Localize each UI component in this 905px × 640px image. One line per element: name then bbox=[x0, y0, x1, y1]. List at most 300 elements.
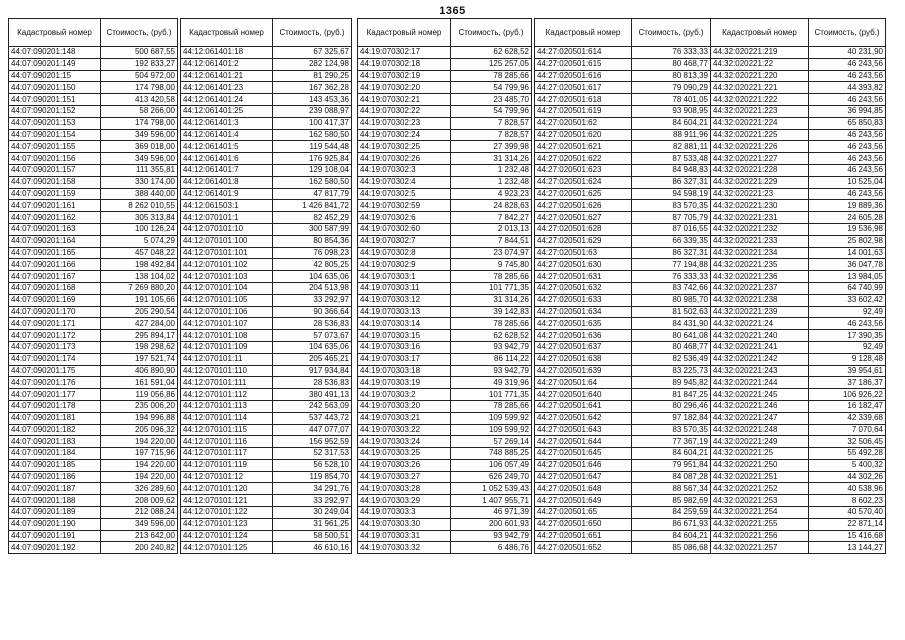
table-row bbox=[711, 94, 886, 106]
table-row bbox=[9, 377, 178, 389]
cadastral-table-1 bbox=[8, 18, 178, 554]
cadastral-number-cell: 44:19:070302:17 bbox=[358, 47, 451, 59]
table-row bbox=[358, 459, 532, 471]
cadastral-number-cell: 44:07:090201:175 bbox=[9, 365, 101, 377]
table-row bbox=[181, 483, 352, 495]
cost-cell: 31 314,26 bbox=[451, 294, 532, 306]
cadastral-number-cell: 44:32:020221:232 bbox=[711, 223, 809, 235]
cost-cell: 57 073,67 bbox=[273, 330, 352, 342]
cadastral-number-cell: 44:12:061401:7 bbox=[181, 164, 273, 176]
table-row bbox=[711, 247, 886, 259]
cost-cell: 39 954,61 bbox=[809, 365, 886, 377]
cost-cell: 85 086,68 bbox=[632, 542, 711, 554]
cadastral-number-cell: 44:12:070101:109 bbox=[181, 341, 273, 353]
table-row bbox=[9, 82, 178, 94]
table-row bbox=[358, 424, 532, 436]
cost-cell: 40 231,90 bbox=[809, 47, 886, 59]
cost-cell: 119 854,70 bbox=[273, 471, 352, 483]
cadastral-number-cell: 44:07:090201:153 bbox=[9, 117, 101, 129]
cadastral-number-cell: 44:32:020221:24 bbox=[711, 318, 809, 330]
cost-cell: 65 850,83 bbox=[809, 117, 886, 129]
cadastral-number-cell: 44:07:090201:165 bbox=[9, 247, 101, 259]
table-row bbox=[711, 200, 886, 212]
cost-cell: 194 220,00 bbox=[101, 436, 178, 448]
cost-cell: 191 105,66 bbox=[101, 294, 178, 306]
table-row bbox=[9, 389, 178, 401]
cost-cell: 46 243,56 bbox=[809, 58, 886, 70]
cost-cell: 239 088,97 bbox=[273, 105, 352, 117]
table-row bbox=[711, 459, 886, 471]
table-row bbox=[535, 518, 711, 530]
table-row bbox=[358, 247, 532, 259]
cost-cell: 76 333,33 bbox=[632, 47, 711, 59]
cadastral-number-cell: 44:27:020501:631 bbox=[535, 271, 632, 283]
cost-cell: 80 854,36 bbox=[273, 235, 352, 247]
cost-cell: 62 628,52 bbox=[451, 330, 532, 342]
cadastral-number-cell: 44:27:020501:625 bbox=[535, 188, 632, 200]
cost-cell: 109 599,92 bbox=[451, 424, 532, 436]
cadastral-table-4 bbox=[534, 18, 711, 554]
cost-cell: 46 243,56 bbox=[809, 188, 886, 200]
cost-cell: 84 259,59 bbox=[632, 507, 711, 519]
table-row bbox=[181, 223, 352, 235]
table-row bbox=[535, 70, 711, 82]
cost-cell: 14 001,63 bbox=[809, 247, 886, 259]
cadastral-number-cell: 44:32:020221:228 bbox=[711, 164, 809, 176]
table-row bbox=[358, 294, 532, 306]
cadastral-number-cell: 44:32:020221:255 bbox=[711, 518, 809, 530]
cost-cell: 84 604,21 bbox=[632, 530, 711, 542]
cadastral-number-cell: 44:27:020501:614 bbox=[535, 47, 632, 59]
cost-cell: 30 249,04 bbox=[273, 507, 352, 519]
cadastral-number-cell: 44:32:020221:231 bbox=[711, 212, 809, 224]
table-row bbox=[358, 47, 532, 59]
cadastral-number-cell: 44:32:020221:227 bbox=[711, 153, 809, 165]
cadastral-number-cell: 44:27:020501:647 bbox=[535, 471, 632, 483]
cost-cell: 16 182,47 bbox=[809, 400, 886, 412]
cadastral-number-cell: 44:32:020221:249 bbox=[711, 436, 809, 448]
cadastral-number-cell: 44:32:020221:221 bbox=[711, 82, 809, 94]
cost-cell: 213 642,00 bbox=[101, 530, 178, 542]
header-cost: Стоимость, (руб.) bbox=[451, 19, 532, 47]
cadastral-number-cell: 44:19:070303:31 bbox=[358, 530, 451, 542]
table-row bbox=[358, 141, 532, 153]
cost-cell: 87 016,55 bbox=[632, 223, 711, 235]
cost-cell: 81 502,63 bbox=[632, 306, 711, 318]
cost-cell: 100 126,24 bbox=[101, 223, 178, 235]
cadastral-number-cell: 44:19:070302:21 bbox=[358, 94, 451, 106]
cost-cell: 92,49 bbox=[809, 341, 886, 353]
cadastral-number-cell: 44:07:090201:171 bbox=[9, 318, 101, 330]
cadastral-number-cell: 44:27:020501:62 bbox=[535, 117, 632, 129]
cost-cell: 88 911,96 bbox=[632, 129, 711, 141]
table-row bbox=[358, 400, 532, 412]
cost-cell: 90 366,64 bbox=[273, 306, 352, 318]
cadastral-number-cell: 44:12:070101:123 bbox=[181, 518, 273, 530]
table-row bbox=[9, 412, 178, 424]
cost-cell: 40 538,96 bbox=[809, 483, 886, 495]
table-row bbox=[181, 282, 352, 294]
table-row bbox=[535, 105, 711, 117]
table-row bbox=[535, 141, 711, 153]
cost-cell: 138 104,02 bbox=[101, 271, 178, 283]
cadastral-number-cell: 44:19:070302:9 bbox=[358, 259, 451, 271]
table-row bbox=[711, 365, 886, 377]
cadastral-number-cell: 44:19:070302:3 bbox=[358, 164, 451, 176]
table-row bbox=[711, 105, 886, 117]
table-row bbox=[535, 47, 711, 59]
table-row bbox=[181, 377, 352, 389]
cadastral-number-cell: 44:12:070101:103 bbox=[181, 271, 273, 283]
cost-cell: 200 240,82 bbox=[101, 542, 178, 554]
cadastral-number-cell: 44:07:090201:186 bbox=[9, 471, 101, 483]
cadastral-number-cell: 44:07:090201:158 bbox=[9, 176, 101, 188]
table-row bbox=[358, 389, 532, 401]
table-row bbox=[181, 341, 352, 353]
cadastral-number-cell: 44:12:070101:110 bbox=[181, 365, 273, 377]
cadastral-number-cell: 44:19:070302:19 bbox=[358, 70, 451, 82]
cost-cell: 46 971,39 bbox=[451, 507, 532, 519]
cadastral-number-cell: 44:12:061401:25 bbox=[181, 105, 273, 117]
cadastral-number-cell: 44:19:070303:32 bbox=[358, 542, 451, 554]
cost-cell: 194 220,00 bbox=[101, 459, 178, 471]
cost-cell: 10 525,04 bbox=[809, 176, 886, 188]
cost-cell: 101 771,35 bbox=[451, 282, 532, 294]
table-row bbox=[181, 400, 352, 412]
cadastral-number-cell: 44:19:070303:27 bbox=[358, 471, 451, 483]
cadastral-number-cell: 44:07:090201:168 bbox=[9, 282, 101, 294]
header-cadastral-number: Кадастровый номер bbox=[9, 19, 101, 47]
cadastral-number-cell: 44:12:070101:112 bbox=[181, 389, 273, 401]
table-row bbox=[535, 235, 711, 247]
cost-cell: 81 290,25 bbox=[273, 70, 352, 82]
table-row bbox=[358, 94, 532, 106]
table-row bbox=[9, 282, 178, 294]
cost-cell: 83 742,66 bbox=[632, 282, 711, 294]
table-row bbox=[181, 153, 352, 165]
cadastral-number-cell: 44:27:020501:64 bbox=[535, 377, 632, 389]
table-row bbox=[711, 471, 886, 483]
cadastral-number-cell: 44:12:070101:119 bbox=[181, 459, 273, 471]
cadastral-number-cell: 44:12:070101:116 bbox=[181, 436, 273, 448]
cadastral-number-cell: 44:12:070101:11 bbox=[181, 353, 273, 365]
table-row bbox=[535, 365, 711, 377]
cost-cell: 7 070,64 bbox=[809, 424, 886, 436]
cadastral-number-cell: 44:19:070303:17 bbox=[358, 353, 451, 365]
cadastral-number-cell: 44:07:090201:192 bbox=[9, 542, 101, 554]
table-row bbox=[181, 330, 352, 342]
table-row bbox=[9, 141, 178, 153]
cadastral-number-cell: 44:32:020221:242 bbox=[711, 353, 809, 365]
cost-cell: 81 847,25 bbox=[632, 389, 711, 401]
cadastral-number-cell: 44:27:020501:637 bbox=[535, 341, 632, 353]
cadastral-number-cell: 44:19:070303:30 bbox=[358, 518, 451, 530]
cadastral-number-cell: 44:07:090201:152 bbox=[9, 105, 101, 117]
cost-cell: 500 687,55 bbox=[101, 47, 178, 59]
cadastral-number-cell: 44:32:020221:246 bbox=[711, 400, 809, 412]
table-row bbox=[711, 70, 886, 82]
cost-cell: 94 598,19 bbox=[632, 188, 711, 200]
cadastral-number-cell: 44:07:090201:191 bbox=[9, 530, 101, 542]
cost-cell: 31 314,26 bbox=[451, 153, 532, 165]
table-row bbox=[358, 129, 532, 141]
cost-cell: 56 528,10 bbox=[273, 459, 352, 471]
cost-cell: 93 942,79 bbox=[451, 530, 532, 542]
cadastral-number-cell: 44:12:070101:12 bbox=[181, 471, 273, 483]
cost-cell: 86 671,93 bbox=[632, 518, 711, 530]
cost-cell: 197 715,96 bbox=[101, 448, 178, 460]
cost-cell: 88 567,34 bbox=[632, 483, 711, 495]
cost-cell: 44 302,26 bbox=[809, 471, 886, 483]
cost-cell: 104 635,06 bbox=[273, 271, 352, 283]
table-row bbox=[181, 247, 352, 259]
cadastral-number-cell: 44:19:070302:60 bbox=[358, 223, 451, 235]
cost-cell: 537 443,72 bbox=[273, 412, 352, 424]
table-row bbox=[535, 117, 711, 129]
table-row bbox=[181, 259, 352, 271]
table-row bbox=[711, 129, 886, 141]
cadastral-number-cell: 44:19:070303:20 bbox=[358, 400, 451, 412]
cost-cell: 76 333,33 bbox=[632, 271, 711, 283]
cadastral-number-cell: 44:27:020501:620 bbox=[535, 129, 632, 141]
cost-cell: 330 174,00 bbox=[101, 176, 178, 188]
cadastral-table-2 bbox=[180, 18, 352, 554]
table-row bbox=[535, 129, 711, 141]
cadastral-number-cell: 44:19:070303:18 bbox=[358, 365, 451, 377]
table-row bbox=[535, 507, 711, 519]
cadastral-number-cell: 44:27:020501:646 bbox=[535, 459, 632, 471]
cadastral-number-cell: 44:19:070303:22 bbox=[358, 424, 451, 436]
table-row bbox=[181, 471, 352, 483]
table-row bbox=[9, 271, 178, 283]
cadastral-number-cell: 44:27:020501:640 bbox=[535, 389, 632, 401]
cost-cell: 42 805,25 bbox=[273, 259, 352, 271]
cost-cell: 78 401,05 bbox=[632, 94, 711, 106]
cadastral-number-cell: 44:07:090201:181 bbox=[9, 412, 101, 424]
cadastral-number-cell: 44:12:061401:3 bbox=[181, 117, 273, 129]
cadastral-number-cell: 44:07:090201:159 bbox=[9, 188, 101, 200]
cost-cell: 86 327,31 bbox=[632, 247, 711, 259]
cost-cell: 23 074,97 bbox=[451, 247, 532, 259]
cadastral-number-cell: 44:12:070101:106 bbox=[181, 306, 273, 318]
cost-cell: 36 047,78 bbox=[809, 259, 886, 271]
cadastral-number-cell: 44:12:061401:23 bbox=[181, 82, 273, 94]
cost-cell: 8 262 010,55 bbox=[101, 200, 178, 212]
cadastral-number-cell: 44:12:070101:101 bbox=[181, 247, 273, 259]
table-row bbox=[9, 188, 178, 200]
table-row bbox=[711, 188, 886, 200]
cost-cell: 83 570,35 bbox=[632, 424, 711, 436]
cadastral-number-cell: 44:27:020501:639 bbox=[535, 365, 632, 377]
cadastral-number-cell: 44:32:020221:219 bbox=[711, 47, 809, 59]
cadastral-number-cell: 44:12:070101:10 bbox=[181, 223, 273, 235]
cost-cell: 42 339,68 bbox=[809, 412, 886, 424]
cadastral-number-cell: 44:32:020221:247 bbox=[711, 412, 809, 424]
table-row bbox=[535, 58, 711, 70]
cadastral-number-cell: 44:27:020501:617 bbox=[535, 82, 632, 94]
cost-cell: 83 225,73 bbox=[632, 365, 711, 377]
table-row bbox=[535, 353, 711, 365]
cost-cell: 86 327,31 bbox=[632, 176, 711, 188]
table-row bbox=[9, 58, 178, 70]
cadastral-number-cell: 44:12:061401:2 bbox=[181, 58, 273, 70]
table-row bbox=[535, 424, 711, 436]
table-row bbox=[711, 141, 886, 153]
cadastral-number-cell: 44:32:020221:256 bbox=[711, 530, 809, 542]
cost-cell: 54 799,96 bbox=[451, 82, 532, 94]
table-header-row bbox=[535, 19, 711, 47]
table-row bbox=[358, 330, 532, 342]
cadastral-number-cell: 44:19:070302:25 bbox=[358, 141, 451, 153]
cost-cell: 46 243,56 bbox=[809, 153, 886, 165]
cadastral-number-cell: 44:07:090201:150 bbox=[9, 82, 101, 94]
table-row bbox=[711, 318, 886, 330]
cost-cell: 626 249,70 bbox=[451, 471, 532, 483]
cost-cell: 1 407 955,71 bbox=[451, 495, 532, 507]
cost-cell: 161 591,04 bbox=[101, 377, 178, 389]
table-row bbox=[9, 495, 178, 507]
table-row bbox=[358, 306, 532, 318]
table-row bbox=[181, 542, 352, 554]
table-row bbox=[9, 341, 178, 353]
cadastral-number-cell: 44:07:090201:148 bbox=[9, 47, 101, 59]
cost-cell: 388 440,00 bbox=[101, 188, 178, 200]
cadastral-number-cell: 44:27:020501:643 bbox=[535, 424, 632, 436]
cost-cell: 84 087,28 bbox=[632, 471, 711, 483]
table-row bbox=[535, 341, 711, 353]
table-row bbox=[181, 82, 352, 94]
table-row bbox=[535, 542, 711, 554]
header-cost: Стоимость, (руб.) bbox=[273, 19, 352, 47]
header-cost: Стоимость, (руб.) bbox=[101, 19, 178, 47]
table-row bbox=[9, 507, 178, 519]
table-row bbox=[535, 377, 711, 389]
cadastral-number-cell: 44:19:070303:2 bbox=[358, 389, 451, 401]
table-row bbox=[535, 483, 711, 495]
cadastral-number-cell: 44:19:070303:25 bbox=[358, 448, 451, 460]
table-row bbox=[9, 247, 178, 259]
cadastral-number-cell: 44:27:020501:636 bbox=[535, 330, 632, 342]
cadastral-number-cell: 44:19:070302:24 bbox=[358, 129, 451, 141]
cadastral-number-cell: 44:27:020501:63 bbox=[535, 247, 632, 259]
table-row bbox=[535, 200, 711, 212]
table-row bbox=[181, 448, 352, 460]
cadastral-number-cell: 44:07:090201:189 bbox=[9, 507, 101, 519]
cost-cell: 84 604,21 bbox=[632, 117, 711, 129]
table-row bbox=[358, 176, 532, 188]
table-row bbox=[9, 212, 178, 224]
cost-cell: 25 802,98 bbox=[809, 235, 886, 247]
cost-cell: 125 257,05 bbox=[451, 58, 532, 70]
table-row bbox=[711, 495, 886, 507]
cost-cell: 54 799,96 bbox=[451, 105, 532, 117]
cadastral-number-cell: 44:07:090201:177 bbox=[9, 389, 101, 401]
table-row bbox=[358, 530, 532, 542]
cadastral-number-cell: 44:07:090201:188 bbox=[9, 495, 101, 507]
cost-cell: 326 289,60 bbox=[101, 483, 178, 495]
cadastral-number-cell: 44:32:020221:238 bbox=[711, 294, 809, 306]
cadastral-number-cell: 44:32:020221:239 bbox=[711, 306, 809, 318]
cost-cell: 46 243,56 bbox=[809, 141, 886, 153]
cost-cell: 93 908,95 bbox=[632, 105, 711, 117]
table-row bbox=[9, 400, 178, 412]
cost-cell: 176 925,84 bbox=[273, 153, 352, 165]
cadastral-number-cell: 44:32:020221:245 bbox=[711, 389, 809, 401]
cost-cell: 369 018,00 bbox=[101, 141, 178, 153]
table-row bbox=[535, 459, 711, 471]
cost-cell: 406 890,90 bbox=[101, 365, 178, 377]
cadastral-table-3 bbox=[357, 18, 532, 554]
table-row bbox=[181, 212, 352, 224]
table-row bbox=[181, 365, 352, 377]
table-row bbox=[535, 294, 711, 306]
cadastral-number-cell: 44:12:061401:24 bbox=[181, 94, 273, 106]
cadastral-number-cell: 44:27:020501:634 bbox=[535, 306, 632, 318]
cost-cell: 427 284,00 bbox=[101, 318, 178, 330]
cost-cell: 28 536,83 bbox=[273, 318, 352, 330]
cadastral-number-cell: 44:32:020221:224 bbox=[711, 117, 809, 129]
cadastral-number-cell: 44:19:070303:28 bbox=[358, 483, 451, 495]
cost-cell: 46 610,16 bbox=[273, 542, 352, 554]
table-row bbox=[181, 70, 352, 82]
cadastral-number-cell: 44:12:061401:18 bbox=[181, 47, 273, 59]
table-row bbox=[535, 436, 711, 448]
cadastral-number-cell: 44:07:090201:176 bbox=[9, 377, 101, 389]
cost-cell: 7 842,27 bbox=[451, 212, 532, 224]
table-row bbox=[181, 164, 352, 176]
cadastral-number-cell: 44:12:070101:117 bbox=[181, 448, 273, 460]
header-cadastral-number: Кадастровый номер bbox=[358, 19, 451, 47]
cadastral-number-cell: 44:27:020501:633 bbox=[535, 294, 632, 306]
cadastral-number-cell: 44:32:020221:25 bbox=[711, 448, 809, 460]
table-row bbox=[181, 389, 352, 401]
cost-cell: 457 048,22 bbox=[101, 247, 178, 259]
cost-cell: 212 088,24 bbox=[101, 507, 178, 519]
cost-cell: 77 194,88 bbox=[632, 259, 711, 271]
cadastral-number-cell: 44:27:020501:632 bbox=[535, 282, 632, 294]
table-row bbox=[358, 318, 532, 330]
cost-cell: 8 602,23 bbox=[809, 495, 886, 507]
cadastral-number-cell: 44:19:070302:20 bbox=[358, 82, 451, 94]
cadastral-number-cell: 44:07:090201:184 bbox=[9, 448, 101, 460]
cost-cell: 204 513,98 bbox=[273, 282, 352, 294]
table-row bbox=[711, 341, 886, 353]
table-row bbox=[358, 212, 532, 224]
cost-cell: 9 745,80 bbox=[451, 259, 532, 271]
table-row bbox=[358, 223, 532, 235]
cadastral-number-cell: 44:19:070303:1 bbox=[358, 271, 451, 283]
cost-cell: 19 889,36 bbox=[809, 200, 886, 212]
table-row bbox=[535, 164, 711, 176]
cadastral-number-cell: 44:27:020501:626 bbox=[535, 200, 632, 212]
cost-cell: 4 923,23 bbox=[451, 188, 532, 200]
cadastral-number-cell: 44:12:061401:6 bbox=[181, 153, 273, 165]
table-row bbox=[358, 483, 532, 495]
cost-cell: 1 052 539,43 bbox=[451, 483, 532, 495]
cadastral-number-cell: 44:32:020221:252 bbox=[711, 483, 809, 495]
cost-cell: 504 972,00 bbox=[101, 70, 178, 82]
cost-cell: 89 945,82 bbox=[632, 377, 711, 389]
cost-cell: 80 985,70 bbox=[632, 294, 711, 306]
table-row bbox=[535, 306, 711, 318]
cadastral-number-cell: 44:19:070303:13 bbox=[358, 306, 451, 318]
cadastral-number-cell: 44:32:020221:234 bbox=[711, 247, 809, 259]
cadastral-number-cell: 44:32:020221:251 bbox=[711, 471, 809, 483]
cadastral-number-cell: 44:07:090201:185 bbox=[9, 459, 101, 471]
table-row bbox=[535, 530, 711, 542]
cost-cell: 129 108,04 bbox=[273, 164, 352, 176]
table-row bbox=[181, 271, 352, 283]
